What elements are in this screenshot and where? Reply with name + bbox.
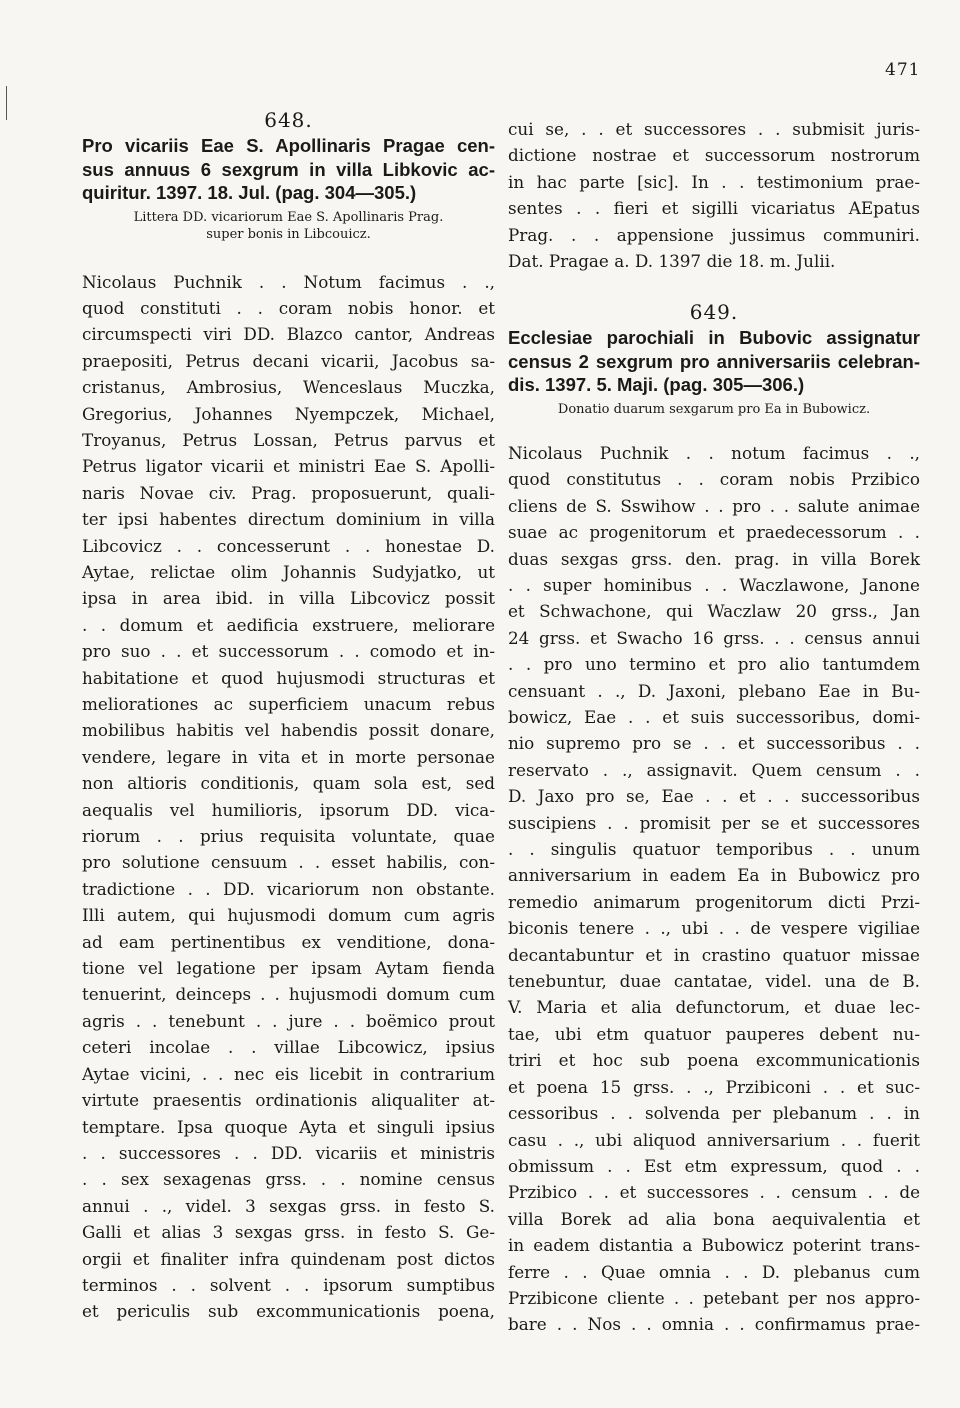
text-line: et Schwachone, qui Waczlaw 20 grss., Jan [508,601,920,622]
text-line: meliorationes ac superficiem unacum rebus [82,694,495,714]
margin-mark [6,86,7,120]
text-line: Illi autem, qui hujusmodi domum cum agris [82,905,495,926]
heading-line: sus annuus 6 sexgrum in villa Libkovic ac- [82,158,495,180]
document-number-648: 648. [264,108,313,132]
text-line: V. Maria et alia defunctorum, et duae lec- [508,997,920,1018]
text-line: tradictione . . DD. vicariorum non obstante. [82,878,495,899]
heading-line: dis. 1397. 5. Maji. (pag. 305—306.) [508,374,805,396]
heading-line: Ecclesiae parochiali in Bubovic assignatur [508,327,920,349]
text-line: ceteri incolae . . villae Libcowicz, ipsius [82,1037,495,1058]
text-line: tione vel legatione per ipsam Aytam fienda [82,958,495,979]
text-line: reservato . ., assignavit. Quem censum . . [508,759,920,780]
text-line: mobilibus habitis vel habendis possit donare, [82,720,495,741]
text-line: orgii et finaliter infra quindenam post dictos [82,1248,495,1269]
text-line: Gregorius, Johannes Nyempczek, Michael, [82,403,495,424]
document-649-summary [508,401,920,418]
text-line: tenuerint, deinceps . . hujusmodi domum cum [82,984,495,1005]
text-line: sentes . . fieri et sigilli vicariatus AEpatus [508,198,920,219]
text-line: naris Novae civ. Prag. proposuerunt, quali- [82,482,495,503]
text-line: bowicz, Eae . . et suis successoribus, domi- [508,707,920,727]
page-number: 471 [885,60,921,80]
text-line: . . singulis quatuor temporibus . . unum [508,839,920,860]
text-line: in eadem distantia a Bubowicz poterint trans- [508,1235,920,1256]
text-line: cliens de S. Sswihow . . pro . . salute animae [508,495,920,516]
text-line: remedio animarum progenitorum dicti Przi- [508,891,920,912]
summary-line: Littera DD. vicariorum Eae S. Apollinaris Prag. [133,209,444,225]
text-line: agris . . tenebunt . . jure . . boëmico prout [82,1010,495,1031]
text-line: 24 grss. et Swacho 16 grss. . . census annui [508,627,920,648]
text-line: Galli et alias 3 sexgas grss. in festo S. Ge- [82,1222,495,1243]
text-line: Prag. . . appensione jussimus communiri. [508,224,920,245]
text-line: suae ac progenitorum et praedecessorum . . [508,522,920,543]
text-line: et poena 15 grss. . ., Przibiconi . . et suc- [508,1076,920,1097]
text-line: pro solutione censuum . . esset habilis, con- [82,852,495,873]
heading-line: quiritur. 1397. 18. Jul. (pag. 304—305.) [82,182,417,203]
text-line: cui se, . . et successores . . submisit juris- [508,119,920,139]
text-line: Troyanus, Petrus Lossan, Petrus parvus et [82,429,495,450]
text-line: tae, ubi etm quatuor pauperes debent nu- [508,1023,920,1044]
text-line: triri et hoc sub poena excommunicationis [508,1050,920,1071]
text-line: Przibicone cliente . . petebant per nos appro- [508,1287,920,1308]
text-line: dictione nostrae et successorum nostrorum [508,145,920,166]
text-line: habitatione et quod hujusmodi structuras et [82,667,495,688]
text-line: in hac parte [sic]. In . . testimonium prae- [508,171,920,192]
text-line: vendere, legare in vita et in morte personae [82,746,495,767]
text-line: virtute praesentis ordinationis aliqualiter at- [82,1090,495,1111]
text-line: Dat. Pragae a. D. 1397 die 18. m. Julii. [508,251,836,272]
heading-line: Pro vicariis Eae S. Apollinaris Pragae cen- [82,135,495,156]
text-line: nio supremo pro se . . et successoribus . . [508,733,920,754]
text-line: aequalis vel humilioris, ipsorum DD. vica- [82,799,495,820]
document-648-continuation [508,116,920,274]
text-line: decantabuntur et in crastino quatuor missae [508,944,920,965]
text-line: cessoribus . . solvenda per plebanum . . in [508,1103,920,1124]
text-line: ferre . . Quae omnia . . D. plebanus cum [508,1261,920,1282]
heading-line: census 2 sexgrum pro anniversariis celebran- [508,350,920,372]
document-648-body [82,269,495,1325]
text-line: . . super hominibus . . Waczlawone, Janone [508,574,920,595]
text-line: quod constituti . . coram nobis honor. et [82,297,495,318]
text-line: tenebuntur, duae cantatae, videl. una de B. [508,971,920,992]
text-line: et periculis sub excommunicationis poena, [82,1301,495,1322]
text-line: Petrus ligator vicarii et ministri Eae S. Apolli- [82,456,495,477]
text-line: ipsa in area ibid. in villa Libcovicz possit [82,588,495,609]
text-line: bare . . Nos . . omnia . . confirmamus prae- [508,1314,920,1335]
document-number-649: 649. [689,300,739,325]
text-line: anniversarium in eadem Ea in Bubowicz pro [508,865,920,886]
left-column [82,108,495,1325]
text-line: Nicolaus Puchnik . . notum facimus . ., [508,442,920,463]
text-line: terminos . . solvent . . ipsorum sumptibus [82,1274,495,1295]
document-649-heading [508,326,920,397]
text-line: duas sexgas grss. den. prag. in villa Borek [508,548,920,569]
document-649-body [508,440,920,1338]
text-line: . . pro uno termino et pro alio tantumdem [508,654,920,675]
text-line: censuant . ., D. Jaxoni, plebano Eae in Bu- [508,680,920,701]
text-line: ter ipsi habentes directum dominium in villa [82,509,495,530]
text-line: casu . ., ubi aliquod anniversarium . . fuerit [508,1129,920,1150]
text-line: villa Borek ad alia bona aequivalentia et [508,1208,920,1229]
text-line: Aytae vicini, . . nec eis licebit in contrarium [82,1063,495,1084]
text-line: . . sex sexagenas grss. . . nomine census [82,1169,495,1190]
right-column [508,116,920,1338]
document-648-summary [82,209,495,243]
text-line: annui . ., videl. 3 sexgas grss. in festo S. [82,1195,495,1216]
text-line: D. Jaxo pro se, Eae . . et . . successoribus [508,786,920,807]
text-line: pro suo . . et successorum . . comodo et in- [82,641,495,662]
document-648-heading [82,134,495,205]
text-line: ad eam pertinentibus ex venditione, dona- [82,931,495,952]
text-line: temptare. Ipsa quoque Ayta et singuli ipsius [82,1116,495,1137]
text-line: non altioris conditionis, quam sola est, sed [82,773,495,794]
text-line: cristanus, Ambrosius, Wenceslaus Muczka, [82,377,495,398]
text-line: suscipiens . . promisit per se et successores [508,812,920,833]
summary-line: super bonis in Libcouicz. [206,226,371,242]
text-line: riorum . . prius requisita voluntate, quae [82,826,495,847]
text-line: . . domum et aedificia exstruere, meliorare [82,614,495,635]
text-line: Aytae, relictae olim Johannis Sudyjatko, ut [82,561,495,582]
text-line: praepositi, Petrus decani vicarii, Jacobus sa- [82,350,495,371]
text-line: Nicolaus Puchnik . . Notum facimus . ., [82,271,495,292]
text-line: obmissum . . Est etm expressum, quod . . [508,1155,920,1176]
text-line: Przibico . . et successores . . censum . . de [508,1182,920,1203]
text-line: Libcovicz . . concesserunt . . honestae D. [82,535,495,556]
text-line: . . successores . . DD. vicariis et ministris [82,1142,495,1163]
text-line: biconis tenere . ., ubi . . de vespere vigiliae [508,918,920,939]
text-line: quod constitutus . . coram nobis Przibico [508,469,920,490]
summary-line: Donatio duarum sexgarum pro Ea in Bubowicz. [557,401,871,417]
text-line: circumspecti viri DD. Blazco cantor, Andreas [82,324,495,345]
